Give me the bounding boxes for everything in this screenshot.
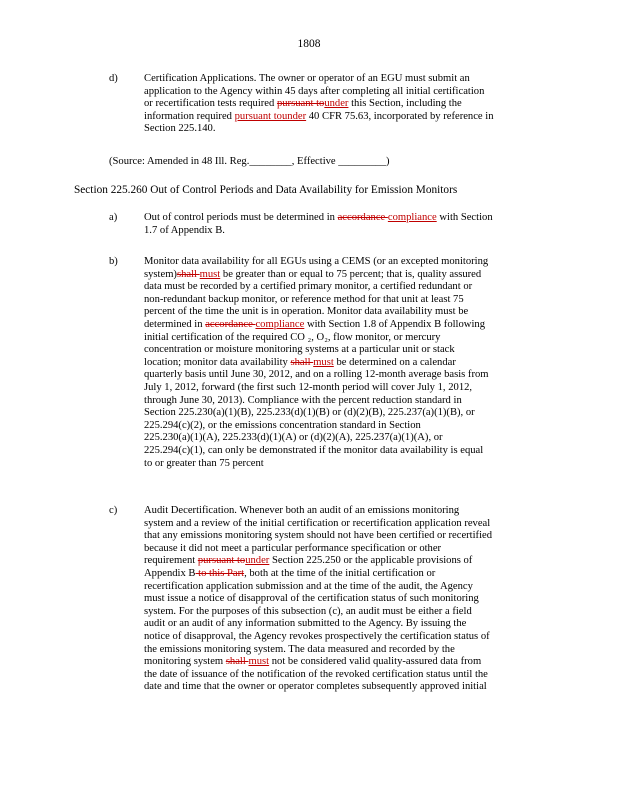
- inserted-text: under: [281, 110, 307, 122]
- text-run: Appendix B: [144, 567, 196, 579]
- subsection-d-text: [144, 73, 554, 136]
- text-line: [144, 111, 554, 124]
- text-line: system and a review of the initial certification or recertification application reveal: [144, 517, 491, 529]
- subsection-a-label: a): [109, 212, 118, 223]
- text-run: be greater than or equal to 75 percent; that is, quality assured: [220, 268, 482, 280]
- subsection-b-text: [144, 256, 554, 470]
- text-line: Section 225.230(a)(1)(B), 225.233(d)(1)(B) or (d)(2)(B), 225.237(a)(1)(B), or: [144, 407, 475, 419]
- text-line: the date of issuance of the notification of the revoked certification status until the: [144, 668, 488, 680]
- text-run: 40 CFR 75.63, incorporated by reference in: [306, 110, 494, 122]
- text-run: with Section: [436, 212, 493, 223]
- text-line: Section 225.140.: [144, 123, 216, 135]
- inserted-text: under: [324, 98, 349, 110]
- text-run: monitoring system: [144, 656, 226, 668]
- text-line: date and time that the owner or operator completes subsequently approved initial: [144, 681, 487, 693]
- text-line: [144, 568, 554, 581]
- text-line: [144, 269, 554, 282]
- section-heading: Section 225.260 Out of Control Periods and Data Availability for Emission Monitors: [74, 184, 458, 196]
- text-line: Certification Applications. The owner or operator of an EGU must submit an: [144, 73, 470, 84]
- inserted-text: under: [245, 555, 270, 567]
- text-line: initial certification of the required CO ₂, O₂, flow monitor, or mercury: [144, 331, 441, 343]
- page-number: 1808: [297, 38, 321, 50]
- text-run: determined in: [144, 318, 206, 330]
- deleted-text: shall: [176, 268, 200, 280]
- text-line: because it did not meet a particular performance specification or other: [144, 542, 442, 554]
- text-line: [144, 357, 554, 370]
- text-line: Audit Decertification. Whenever both an audit of an emissions monitoring: [144, 505, 460, 516]
- text-run: not be considered valid quality-assured data from: [269, 656, 482, 668]
- text-line: recertification application submission and at the time of the audit, the Agency: [144, 580, 473, 592]
- text-line: [144, 555, 554, 568]
- text-line: system. For the purposes of this subsection (c), an audit must be either a field: [144, 605, 472, 617]
- text-line: 225.230(a)(1)(A), 225.233(d)(1)(A) or (d)(2)(A), 225.237(a)(1)(A), or: [144, 432, 443, 444]
- text-line: 225.294(c)(1), can only be demonstrated if the monitor data availability is equal: [144, 444, 484, 456]
- text-run: this Section, including the: [348, 98, 462, 110]
- text-line: audit or an audit of any information submitted to the Agency. By issuing the: [144, 618, 467, 630]
- subsection-c-label: c): [109, 505, 118, 516]
- text-run: with Section 1.8 of Appendix B following: [304, 318, 485, 330]
- subsection-d-label: d): [109, 73, 118, 84]
- deleted-text: shall: [290, 356, 314, 368]
- inserted-text: compliance: [255, 318, 305, 330]
- deleted-text: pursuant to: [197, 555, 246, 567]
- text-line: 1.7 of Appendix B.: [144, 224, 225, 236]
- source-note: (Source: Amended in 48 Ill. Reg.________, Effective _________): [109, 156, 390, 167]
- inserted-text: must: [248, 656, 270, 668]
- text-line: through June 30, 2013). Compliance with the percent reduction standard in: [144, 394, 462, 406]
- text-run: be determined on a calendar: [333, 356, 456, 368]
- text-line: [144, 656, 554, 669]
- text-line: non-redundant backup monitor, or reference method for that unit at least 75: [144, 293, 464, 305]
- text-line: [144, 98, 554, 111]
- text-line: data must be recorded by a certified primary monitor, a certified redundant or: [144, 281, 473, 293]
- text-run: , both at the time of the initial certification or: [244, 567, 436, 579]
- text-line: concentration or moisture monitoring systems at a particular unit or stack: [144, 344, 455, 356]
- subsection-a-text: [144, 212, 554, 237]
- deleted-text: accordance: [205, 318, 256, 330]
- text-run: information required: [144, 110, 235, 122]
- subsection-b-label: b): [109, 256, 118, 267]
- text-run: Section 225.250 or the applicable provisions of: [269, 555, 473, 567]
- inserted-text: must: [199, 268, 221, 280]
- text-line: must issue a notice of disapproval of the certification status of such monitoring: [144, 593, 479, 605]
- text-line: application to the Agency within 45 days after completing all initial certification: [144, 85, 485, 97]
- text-line: notice of disapproval, the Agency revokes prospectively the certification status of: [144, 630, 490, 642]
- text-line: quarterly basis until June 30, 2012, and on a rolling 12-month average basis from: [144, 369, 489, 381]
- text-line: Monitor data availability for all EGUs using a CEMS (or an excepted monitoring: [144, 256, 489, 267]
- text-line: July 1, 2012, forward (the first such 12-month period will cover July 1, 2012,: [144, 381, 473, 393]
- inserted-text: pursuant to: [234, 110, 282, 122]
- text-line: to or greater than 75 percent: [144, 457, 264, 469]
- text-run: location; monitor data availability: [144, 356, 291, 368]
- inserted-text: must: [313, 356, 334, 368]
- text-line: percent of the time the unit is in operation. Monitor data availability must be: [144, 306, 469, 318]
- deleted-text: to this Part: [195, 567, 245, 579]
- subsection-c-text: [144, 505, 554, 694]
- text-line: 225.294(c)(2), or the emissions concentration standard in Section: [144, 419, 421, 431]
- text-line: that any emissions monitoring system should not have been certified or recertified: [144, 530, 493, 542]
- text-line: [144, 319, 554, 332]
- text-line: [144, 212, 554, 225]
- text-line: the emissions monitoring system. The data measured and recorded by the: [144, 643, 455, 655]
- text-run: Out of control periods must be determined in: [144, 212, 338, 223]
- text-run: or recertification tests required: [144, 98, 277, 110]
- text-run: system): [144, 268, 177, 280]
- text-run: requirement: [144, 555, 198, 567]
- inserted-text: compliance: [387, 212, 437, 223]
- deleted-text: pursuant to: [276, 98, 325, 110]
- deleted-text: shall: [225, 656, 249, 668]
- deleted-text: accordance: [337, 212, 388, 223]
